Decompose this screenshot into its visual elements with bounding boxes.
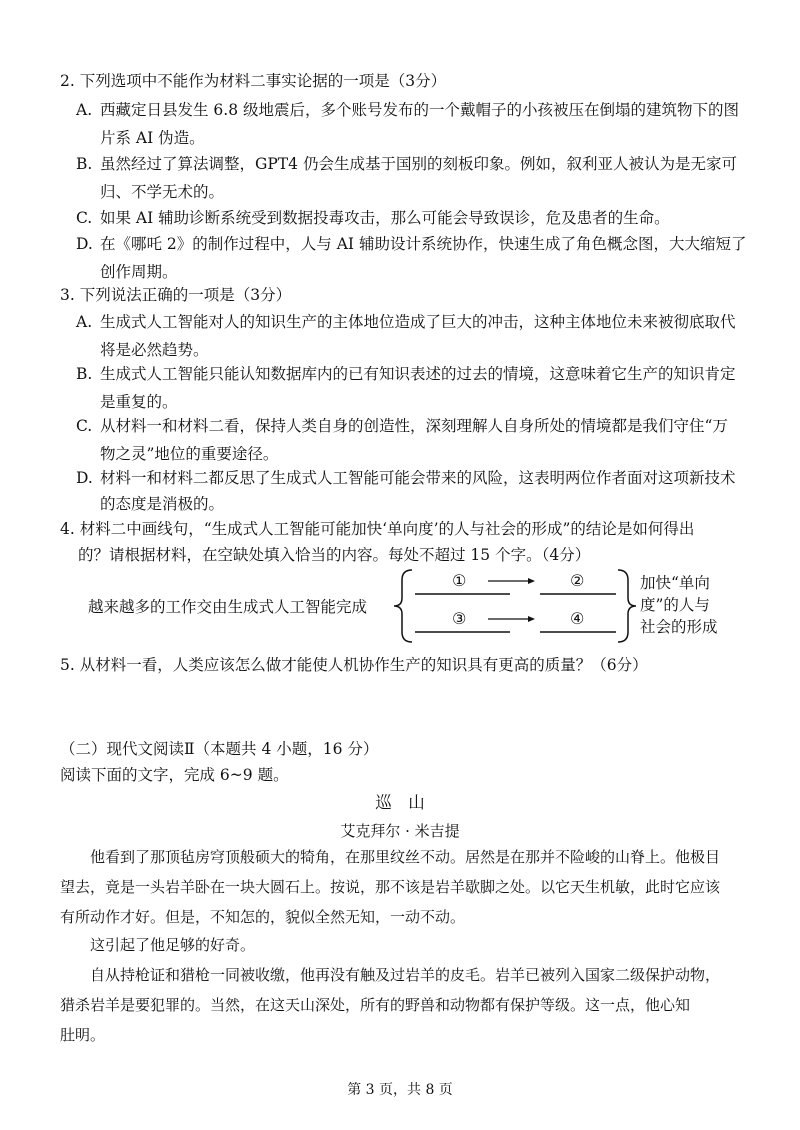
story-p2: 这引起了他足够的好奇。 xyxy=(90,936,256,954)
q2-option-b xyxy=(76,150,756,178)
blank-marker-3: ③ xyxy=(452,609,467,628)
q3-option-c-cont: 物之灵”地位的重要途径。 xyxy=(100,445,279,463)
option-text: 生成式人工智能只能认知数据库内的已有知识表述的过去的情境，这意味着它生产的知识肯定 xyxy=(100,365,736,383)
q3-option-d-cont: 的态度是消极的。 xyxy=(100,495,225,513)
q2-option-a-cont: 片系 AI 伪造。 xyxy=(100,129,205,147)
diagram-right-line1: 加快“单向 xyxy=(640,574,710,592)
option-label: A. xyxy=(76,101,93,119)
option-label: B. xyxy=(76,155,93,173)
option-label: C. xyxy=(76,209,93,227)
option-text: 从材料一和材料二看，保持人类自身的创造性，深刻理解人自身所处的情境都是我们守住“万 xyxy=(100,417,728,435)
blank-marker-2: ② xyxy=(570,571,585,590)
option-text: 在《哪吒 2》的制作过程中，人与 AI 辅助设计系统协作，快速生成了角色概念图，大大缩短了 xyxy=(100,235,747,253)
arrow-right-icon xyxy=(528,578,535,584)
option-label: C. xyxy=(76,417,93,435)
option-text: 材料一和材料二都反思了生成式人工智能可能会带来的风险，这表明两位作者面对这项新技术 xyxy=(100,469,736,487)
option-text: 生成式人工智能对人的知识生产的主体地位造成了巨大的冲击，这种主体地位未来被彻底取代 xyxy=(100,313,736,331)
story-author: 艾克拜尔 · 米吉提 xyxy=(340,822,460,840)
blank-marker-4: ④ xyxy=(570,609,585,628)
q2-option-d-cont: 创作周期。 xyxy=(100,263,178,281)
q5-stem: 5. 从材料一看，人类应该怎么做才能使人机协作生产的知识具有更高的质量？（6分） xyxy=(60,656,648,674)
option-text: 如果 AI 辅助诊断系统受到数据投毒攻击，那么可能会导致误诊，危及患者的生命。 xyxy=(100,209,670,227)
option-text: 虽然经过了算法调整，GPT4 仍会生成基于国别的刻板印象。例如，叙利亚人被认为是无家可 xyxy=(100,155,737,173)
q2-option-c xyxy=(76,204,756,232)
left-brace-icon xyxy=(394,570,412,642)
story-p1-line2: 望去，竟是一头岩羊卧在一块大圆石上。按说，那不该是岩羊歇脚之处。以它天生机敏，此时它应该 xyxy=(60,878,721,896)
q3-option-b-cont: 是重复的。 xyxy=(100,393,178,411)
option-text: 西藏定日县发生 6.8 级地震后，多个账号发布的一个戴帽子的小孩被压在倒塌的建筑物下的图 xyxy=(100,101,740,119)
right-brace-icon xyxy=(618,570,636,642)
story-p1-line3: 有所动作才好。但是，不知怎的，貌似全然无知，一动不动。 xyxy=(60,908,466,926)
option-label: D. xyxy=(76,469,93,487)
q2-stem: 2. 下列选项中不能作为材料二事实论据的一项是（3分） xyxy=(60,72,447,90)
q3-stem: 3. 下列说法正确的一项是（3分） xyxy=(60,286,292,304)
option-label: D. xyxy=(76,235,93,253)
story-title: 巡 山 xyxy=(375,793,425,812)
option-label: A. xyxy=(76,313,93,331)
q4-stem-line1: 4. 材料二中画线句，“生成式人工智能可能加快‘单向度’的人与社会的形成”的结论是如何得出 xyxy=(60,520,695,538)
story-p3-line2: 猎杀岩羊是要犯罪的。当然，在这天山深处，所有的野兽和动物都有保护等级。这一点，他心知 xyxy=(60,996,691,1014)
q2-option-b-cont: 归、不学无术的。 xyxy=(100,183,225,201)
q4-flow-diagram xyxy=(60,562,760,648)
story-p1-line1: 他看到了那顶毡房穹顶般硕大的犄角，在那里纹丝不动。居然是在那并不险峻的山脊上。他极目 xyxy=(90,848,721,866)
diagram-left-text: 越来越多的工作交由生成式人工智能完成 xyxy=(88,598,368,616)
section2-instruction: 阅读下面的文字，完成 6~9 题。 xyxy=(60,766,289,784)
arrow-right-icon xyxy=(528,616,535,622)
story-p3-line3: 肚明。 xyxy=(60,1026,106,1044)
story-p3-line1: 自从持枪证和猎枪一同被收缴，他再没有触及过岩羊的皮毛。岩羊已被列入国家二级保护动物， xyxy=(90,966,721,984)
q3-option-b xyxy=(76,360,756,388)
diagram-right-line2: 度”的人与 xyxy=(640,596,710,614)
q3-option-a-cont: 将是必然趋势。 xyxy=(100,341,209,359)
q4-stem-line2: 的？请根据材料，在空缺处填入恰当的内容。每处不超过 15 个字。（4分） xyxy=(78,546,591,564)
q3-option-c xyxy=(76,412,756,440)
q3-option-d xyxy=(76,464,756,492)
q3-option-a xyxy=(76,308,756,336)
page-number: 第 3 页，共 8 页 xyxy=(347,1082,453,1098)
blank-marker-1: ① xyxy=(452,571,467,590)
q2-option-d xyxy=(76,230,756,258)
option-label: B. xyxy=(76,365,93,383)
section2-header: （二）现代文阅读Ⅱ（本题共 4 小题，16 分） xyxy=(60,740,379,758)
q2-option-a xyxy=(76,96,756,124)
diagram-right-line3: 社会的形成 xyxy=(640,618,718,636)
